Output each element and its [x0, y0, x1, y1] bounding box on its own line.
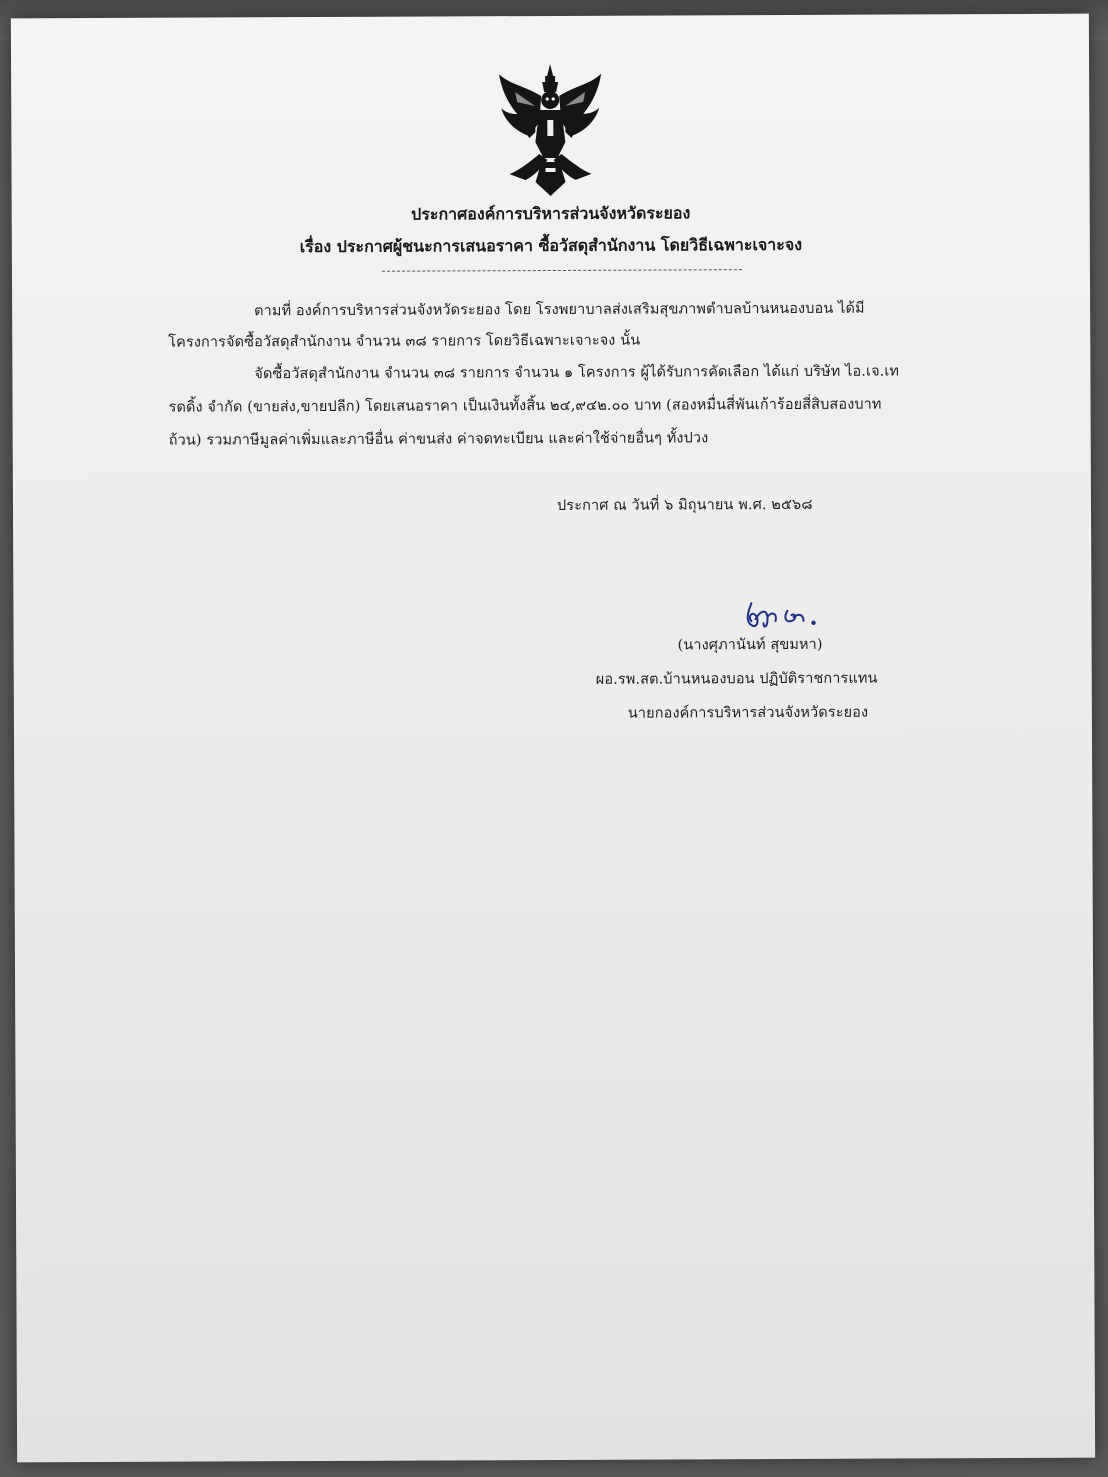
- divider: [382, 269, 742, 272]
- signatory-organization: นายกองค์การบริหารส่วนจังหวัดระยอง: [627, 704, 869, 722]
- paragraph2-line3: ถ้วน) รวมภาษีมูลค่าเพิ่มและภาษีอื่น ค่าขนส่ง ค่าจดทะเบียน และค่าใช้จ่ายอื่นๆ ทั้งปวง: [168, 430, 709, 449]
- document-subject: เรื่อง ประกาศผู้ชนะการเสนอราคา ซื้อวัสดุสำนักงาน โดยวิธีเฉพาะเจาะจง: [299, 234, 803, 257]
- paragraph2-line2: รดดิ้ง จำกัด (ขายส่ง,ขายปลีก) โดยเสนอราคา เป็นเงินทั้งสิ้น ๒๔,๙๔๒.๐๐ บาท (สองหมื่นสี่พันเก้าร้อยสี่สิบสองบาท: [168, 396, 882, 416]
- document-title: ประกาศองค์การบริหารส่วนจังหวัดระยอง: [411, 203, 691, 224]
- document-page: [11, 14, 1095, 1463]
- garuda-emblem-icon: [495, 62, 606, 202]
- signatory-position: ผอ.รพ.สต.บ้านหนองบอน ปฏิบัติราชการแทน: [595, 670, 878, 688]
- signatory-name: (นางศุภานันท์ สุขมหา): [677, 636, 823, 654]
- paragraph1-line1: ตามที่ องค์การบริหารส่วนจังหวัดระยอง โดย โรงพยาบาลส่งเสริมสุขภาพตำบลบ้านหนองบอน ได้มี: [254, 300, 865, 320]
- paragraph2-line1: จัดซื้อวัสดุสำนักงาน จำนวน ๓๘ รายการ จำนวน ๑ โครงการ ผู้ได้รับการคัดเลือก ได้แก่ บริษัท ไอ.เจ.เท: [254, 363, 900, 383]
- paragraph1-line2: โครงการจัดซื้อวัสดุสำนักงาน จำนวน ๓๘ รายการ โดยวิธีเฉพาะเจาะจง นั้น: [168, 332, 641, 351]
- announce-date: ประกาศ ณ วันที่ ๖ มิถุนายน พ.ศ. ๒๕๖๘: [556, 496, 813, 514]
